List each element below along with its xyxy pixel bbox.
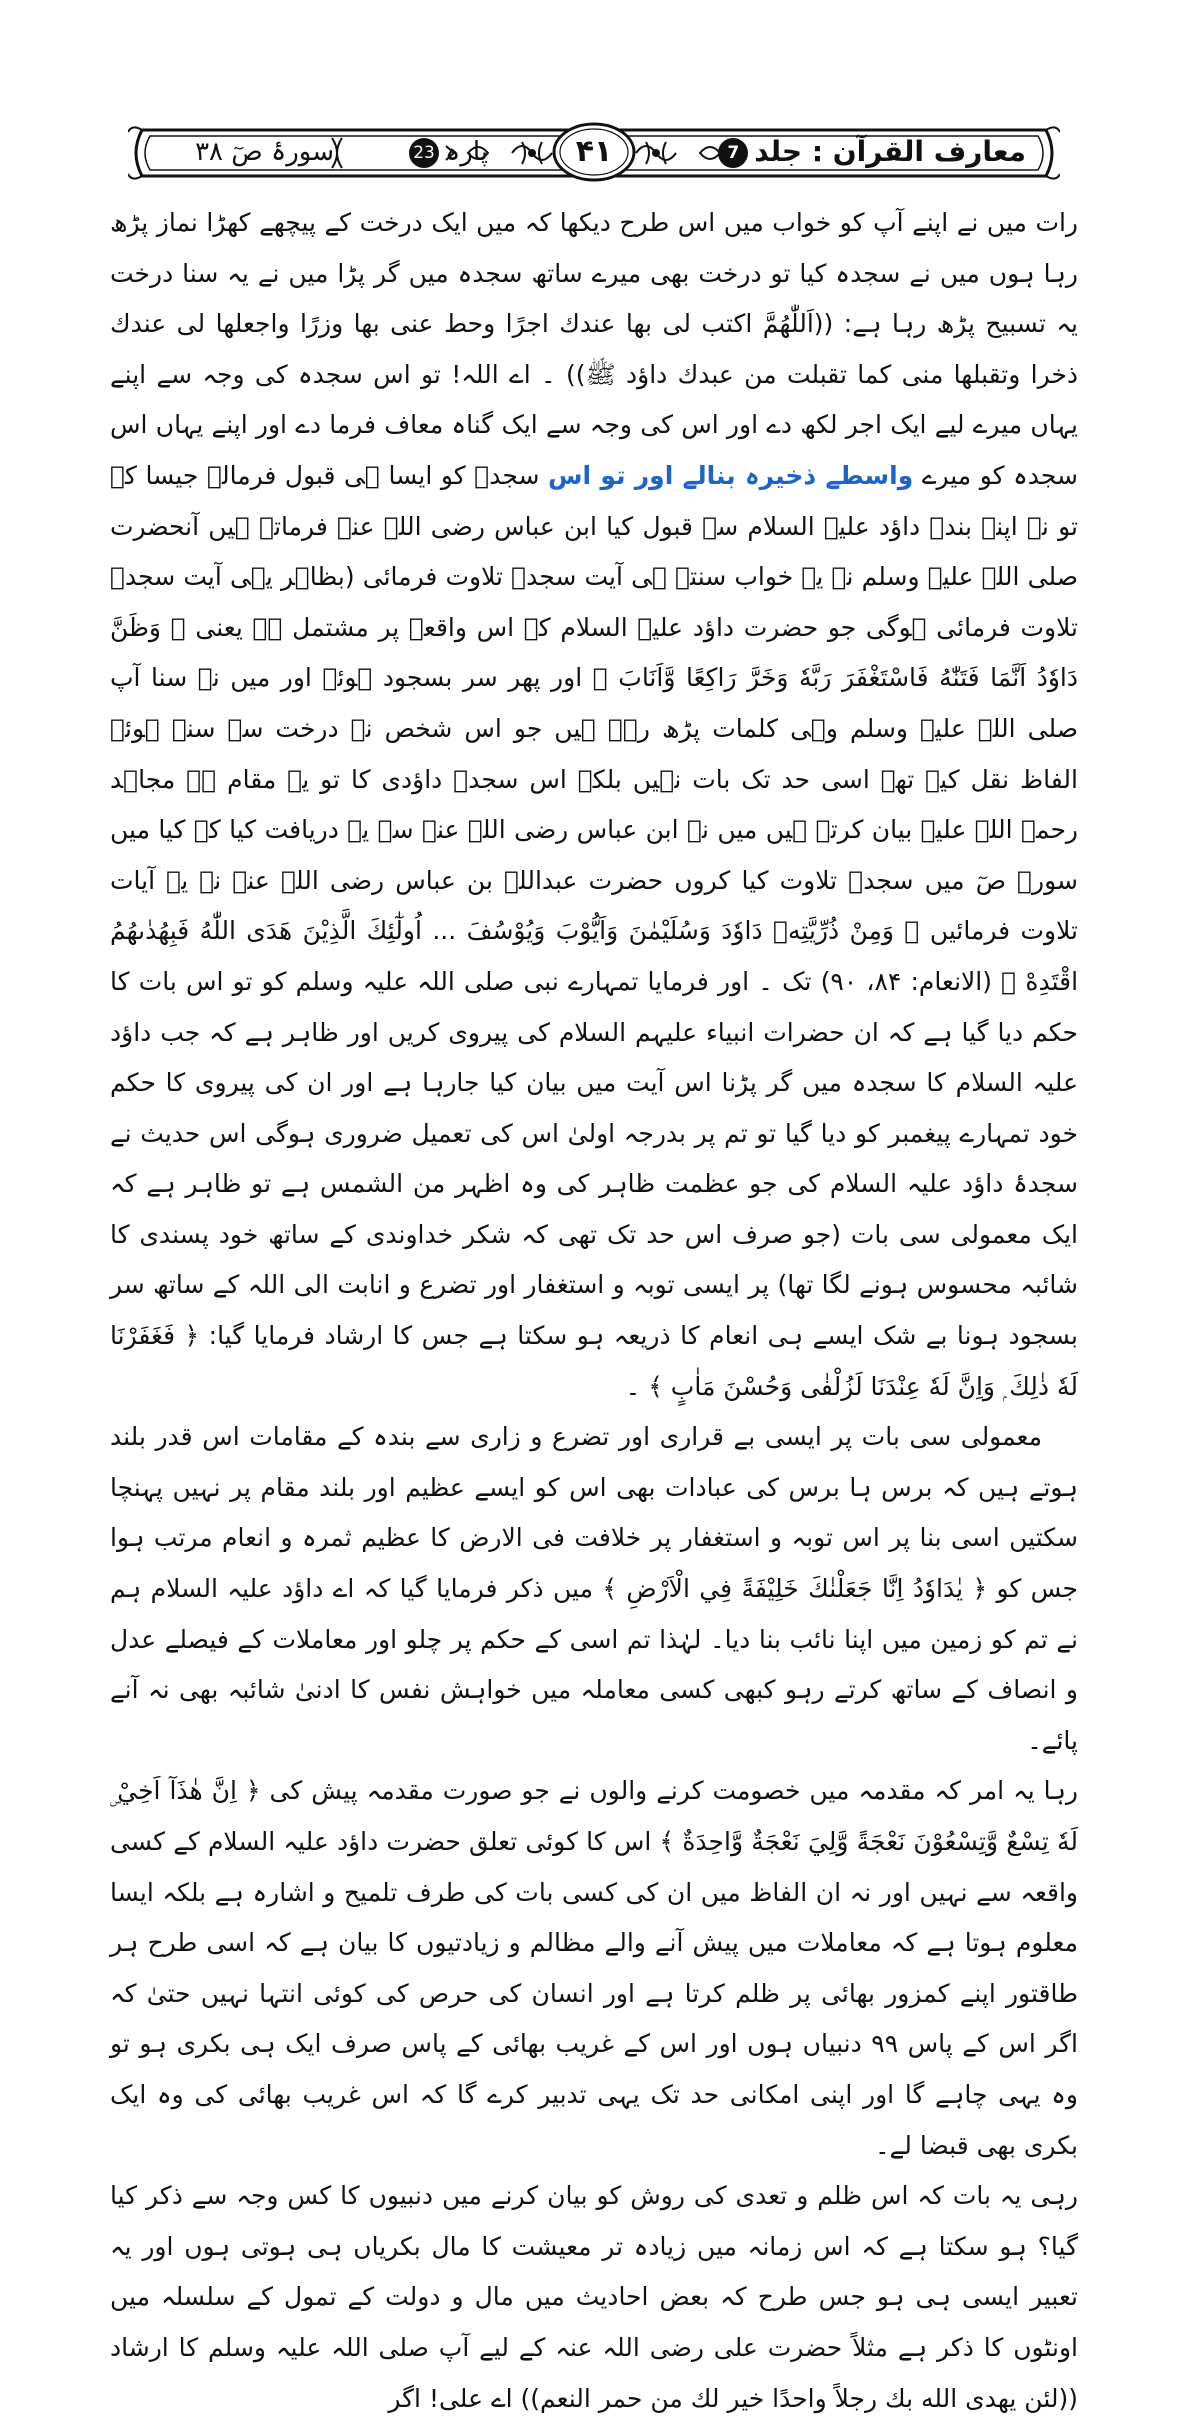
page-number: ۴۱ bbox=[575, 134, 613, 169]
page-header bbox=[128, 122, 1060, 184]
paragraph-1 bbox=[110, 198, 1078, 1412]
book-title bbox=[726, 132, 1026, 172]
surah-info: سورۂ صٓ ۳۸ bbox=[195, 137, 334, 167]
highlighted-phrase: واسطے ذخیرہ بنالے اور تو اس bbox=[548, 460, 914, 490]
paragraph-2: معمولی سی بات پر ایسی بے قراری اور تضرع و زاری سے بندہ کے مقامات اس قدر بلند ہوتے ہیں کہ برس ہا برس کی عبادات بھی اس کو ایسے عظیم اور بلند مقام پر نہیں پہنچا سکتیں اسی بنا پر اس توبہ و استغفار پر خلافت فی الارض کا عظیم ثمرہ و انعام مرتب ہوا جس کو ﴿ يٰدَاوٗدُ اِنَّا جَعَلْنٰكَ خَلِيْفَةً فِي الْاَرْضِ ﴾ میں ذکر فرمایا گیا کہ اے داؤد علیہ السلام ہم نے تم کو زمین میں اپنا نائب بنا دیا۔ لہٰذا تم اسی کے حکم پر چلو اور معاملات کے فیصلے عدل و انصاف کے ساتھ کرتے رہو کبھی کسی معاملہ میں خواہش نفس کا ادنیٰ شائبہ بھی نہ آنے پائے۔ bbox=[110, 1422, 1078, 1755]
para-number-badge: 23 bbox=[409, 138, 439, 168]
paragraph-4: رہی یہ بات کہ اس ظلم و تعدی کی روش کو بیان کرنے میں دنبیوں کا کس وجہ سے ذکر کیا گیا؟ ہو سکتا ہے کہ اس زمانہ میں زیادہ تر معیشت کا مال بکریاں ہی ہوتی ہوں اور یہ تعبیر ایسی ہی ہو جس طرح کہ بعض احادیث میں مال و دولت کے تمول کے سلسلہ میں اونٹوں کا ذکر ہے مثلاً حضرت علی رضی اللہ عنہ کے لیے آپ صلی اللہ علیہ وسلم کا ارشاد ((لئن یهدی الله بك رجلاً واحدًا خیر لك من حمر النعم)) اے علی! اگر bbox=[110, 2181, 1078, 2413]
volume-number-badge: 7 bbox=[718, 138, 748, 168]
paragraph-1-text-b: سجدہ کو ایسا ہی قبول فرمالے جیسا کہ تو نے اپنے بندہ داؤد علیہ السلام سے قبول کیا ابن عباس رضی اللہ عنہ فرماتے ہیں آنحضرت صلی اللہ علیہ وسلم نے یہ خواب سنتے ہی آیت سجدہ تلاوت فرمائی (بظاہر یہی آیت سجدہ تلاوت فرمائی ہوگی جو حضرت داؤد علیہ السلام کے اس واقعہ پر مشتمل ہے یعنی ﴿ وَظَنَّ دَاوٗدُ اَنَّمَا فَتَنّٰهُ فَاسْتَغْفَرَ رَبَّهٗ وَخَرَّ رَاكِعًا وَّاَنَابَ ﴾ اور پھر سر بسجود ہوئے اور میں نے سنا آپ صلی اللہ علیہ وسلم وہی کلمات پڑھ رہے ہیں جو اس شخص نے درخت سے سنے ہوئے الفاظ نقل کیے تھے اسی حد تک بات نہیں بلکہ اس سجدۂ داؤدی کا تو یہ مقام ہے مجاہد رحمۃ اللہ علیہ بیان کرتے ہیں میں نے ابن عباس رضی اللہ عنہ سے یہ دریافت کیا کہ کیا میں سورۂ صٓ میں سجدہ تلاوت کیا کروں حضرت عبداللہ بن عباس رضی اللہ عنہ نے یہ آیات تلاوت فرمائیں ﴿ وَمِنْ ذُرِّيَّتِهٖ دَاوٗدَ وَسُلَيْمٰنَ وَاَيُّوْبَ وَيُوْسُفَ ... اُولٰٓئِكَ الَّذِيْنَ هَدَى اللّٰهُ فَبِهُدٰىهُمُ اقْتَدِهْ ﴾ (الانعام: ۸۴، ۹۰) تک ۔ اور فرمایا تمہارے نبی صلی اللہ علیہ وسلم کو تو اس بات کا حکم دیا گیا ہے کہ ان حضرات انبیاء علیہم السلام کی پیروی کریں اور ظاہر ہے کہ جب داؤد علیہ السلام کا سجدہ میں گر پڑنا اس آیت میں بیان کیا جارہا ہے اور ان کی پیروی کا حکم خود تمہارے پیغمبر کو دیا گیا تو تم پر بدرجہ اولیٰ اس کی تعمیل ضروری ہوگی اس حدیث نے سجدۂ داؤد علیہ السلام کی جو عظمت ظاہر کی وہ اظہر من الشمس ہے تو ظاہر ہے کہ ایک معمولی سی بات (جو صرف اس حد تک تھی کہ شکر خداوندی کے ساتھ خود پسندی کا شائبہ محسوس ہونے لگا تھا) پر ایسی توبہ و استغفار اور تضرع و انابت الی اللہ کے ساتھ سر بسجود ہونا بے شک ایسے ہی انعام کا ذریعہ ہو سکتا ہے جس کا ارشاد فرمایا گیا: ﴿ فَغَفَرْنَا لَهٗ ذٰلِكَ ۭ وَاِنَّ لَهٗ عِنْدَنَا لَزُلْفٰى وَحُسْنَ مَاٰبٍ ﴾ ۔ bbox=[110, 460, 1079, 1401]
book-title-text: معارف القرآن : جلد bbox=[754, 135, 1026, 168]
paragraph-1-text-a: رات میں نے اپنے آپ کو خواب میں اس طرح دیکھا کہ میں ایک درخت کے پیچھے کھڑا نماز پڑھ رہا ہوں میں نے سجدہ کیا تو درخت بھی میرے ساتھ سجدہ میں گر پڑا میں نے یہ سنا درخت یہ تسبیح پڑھ رہا ہے: ((اَللّٰهُمَّ اکتب لی بها عندك اجرًا وحط عنی بها وزرًا واجعلها لی عندك ذخرا وتقبلها منی کما تقبلت من عبدك داؤد ﷺ)) ۔ اے اللہ! تو اس سجدہ کی وجہ سے اپنے یہاں میرے لیے ایک اجر لکھ دے اور اس کی وجہ سے ایک گناہ معاف فرما دے اور اپنے یہاں اس سجدہ کو میرے bbox=[110, 208, 1079, 490]
para-label: پارہ bbox=[445, 137, 488, 167]
para-info bbox=[338, 132, 488, 172]
paragraph-3: رہا یہ امر کہ مقدمہ میں خصومت کرنے والوں نے جو صورت مقدمہ پیش کی ﴿ اِنَّ هٰذَآ اَخِيْ ۣ لَهٗ تِسْعٌ وَّتِسْعُوْنَ نَعْجَةً وَّلِيَ نَعْجَةٌ وَّاحِدَةٌ ﴾ اس کا کوئی تعلق حضرت داؤد علیہ السلام کے کسی واقعہ سے نہیں اور نہ ان الفاظ میں ان کی کسی بات کی طرف تلمیح و اشارہ ہے بلکہ ایسا معلوم ہوتا ہے کہ معاملات میں پیش آنے والے مظالم و زیادتیوں کا بیان ہے کہ اسی طرح ہر طاقتور اپنے کمزور بھائی پر ظلم کرتا ہے اور انسان کی حرص کی کوئی انتہا نہیں حتیٰ کہ اگر اس کے پاس ۹۹ دنبیاں ہوں اور اس کے غریب بھائی کے پاس صرف ایک ہی بکری ہو تو وہ یہی چاہے گا اور اپنی امکانی حد تک یہی تدبیر کرے گا کہ اس غریب بھائی کی وہ ایک بکری بھی قبضا لے۔ bbox=[110, 1776, 1078, 2160]
page-body bbox=[110, 198, 1078, 2424]
